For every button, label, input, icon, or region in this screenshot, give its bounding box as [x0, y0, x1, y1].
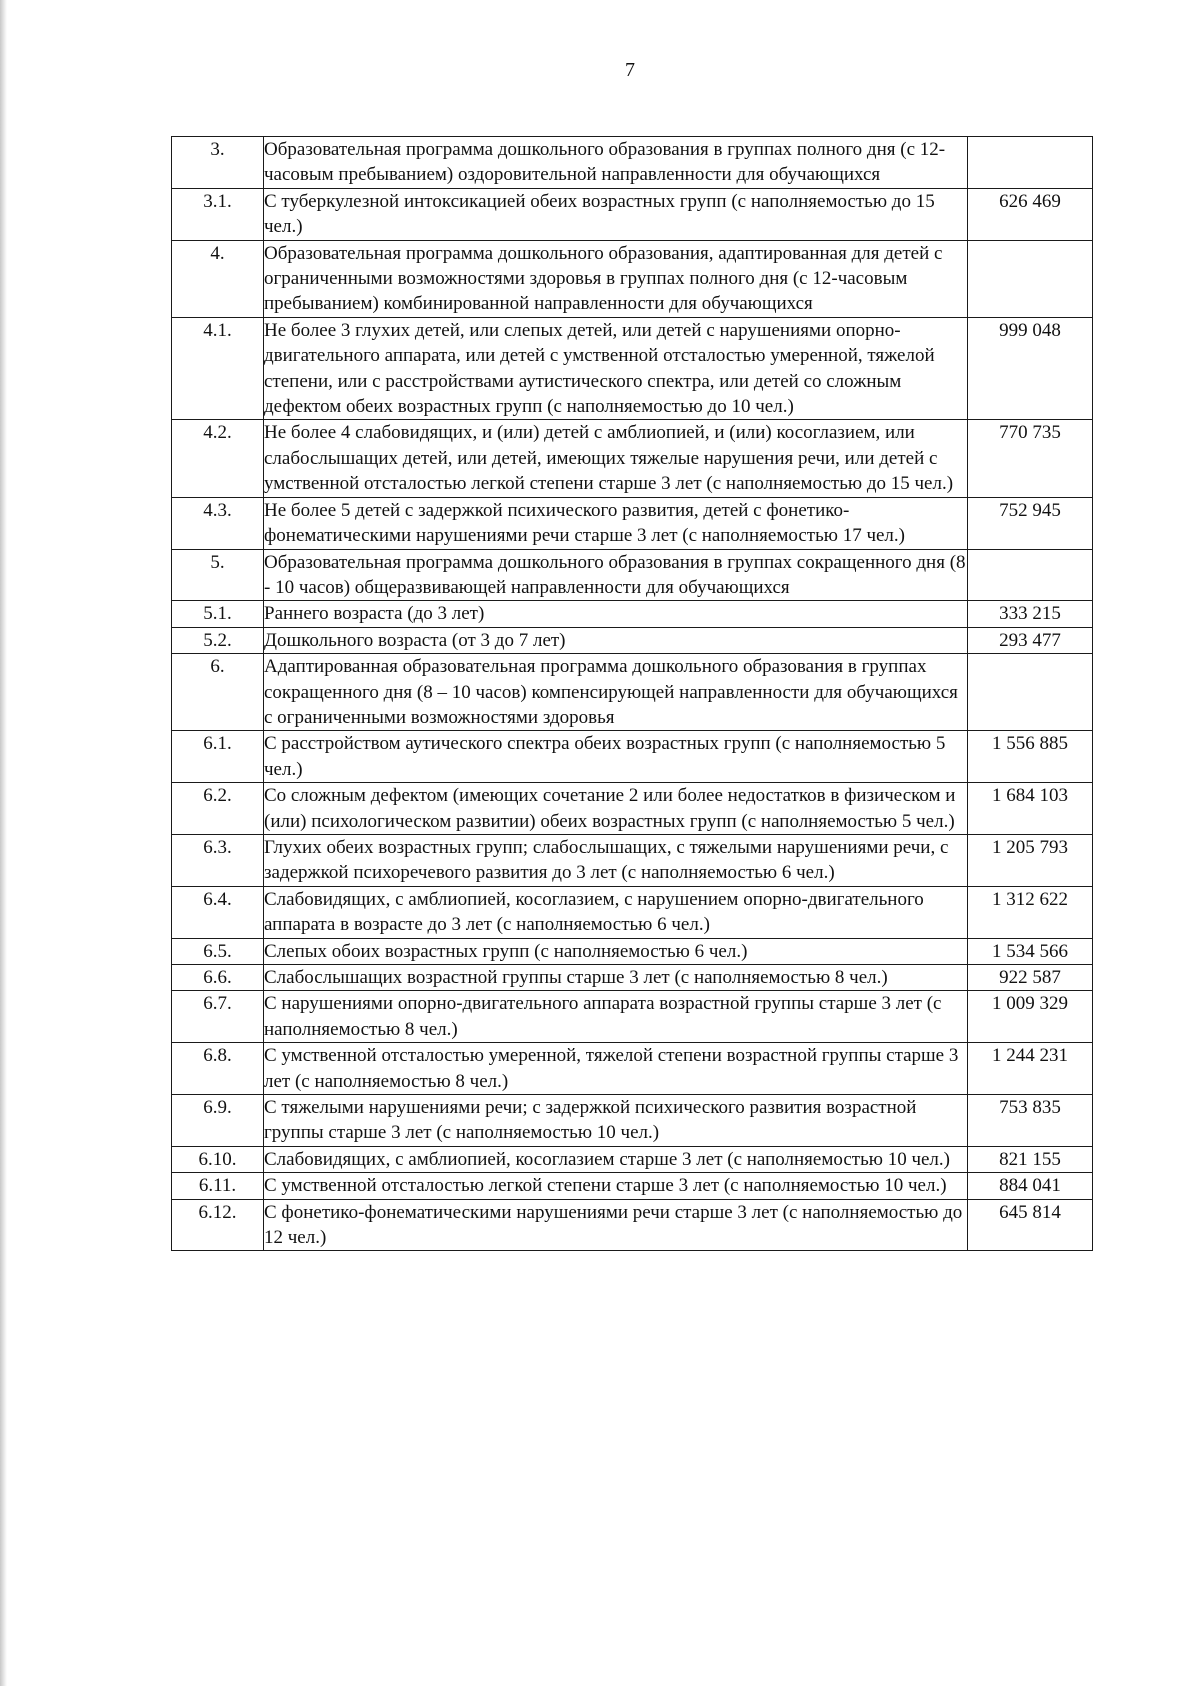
row-number: 6.9.	[172, 1095, 264, 1147]
row-number: 3.1.	[172, 188, 264, 240]
row-value: 753 835	[968, 1095, 1093, 1147]
row-description: Слабовидящих, с амблиопией, косоглазием, с нарушением опорно-двигательного аппарата в возрасте до 3 лет (с наполняемостью 6 чел.)	[264, 886, 968, 938]
row-description: С умственной отсталостью легкой степени старше 3 лет (с наполняемостью 10 чел.)	[264, 1173, 968, 1199]
row-number: 6.10.	[172, 1146, 264, 1172]
table-row	[172, 783, 1093, 835]
table-row	[172, 497, 1093, 549]
cost-table	[171, 136, 1093, 1251]
table-row	[172, 886, 1093, 938]
row-description: С расстройством аутического спектра обеих возрастных групп (с наполняемостью 5 чел.)	[264, 731, 968, 783]
row-value: 1 534 566	[968, 938, 1093, 964]
row-value: 752 945	[968, 497, 1093, 549]
row-description: Не более 4 слабовидящих, и (или) детей с амблиопией, и (или) косоглазием, или слабослышащих детей, или детей, имеющих тяжелые нарушения речи, или детей с умственной отсталостью легкой степени старше 3 лет (с наполняемостью до 15 чел.)	[264, 420, 968, 497]
row-number: 6.5.	[172, 938, 264, 964]
row-description: Образовательная программа дошкольного образования в группах полного дня (с 12-часовым пребыванием) оздоровительной направленности для обучающихся	[264, 137, 968, 189]
row-number: 5.2.	[172, 627, 264, 653]
row-value: 922 587	[968, 965, 1093, 991]
table-row	[172, 834, 1093, 886]
row-number: 5.	[172, 549, 264, 601]
row-value: 1 244 231	[968, 1043, 1093, 1095]
row-value: 884 041	[968, 1173, 1093, 1199]
row-number: 4.3.	[172, 497, 264, 549]
row-value: 293 477	[968, 627, 1093, 653]
table-body	[172, 137, 1093, 1251]
row-value: 999 048	[968, 317, 1093, 420]
table-row	[172, 938, 1093, 964]
row-description: С тяжелыми нарушениями речи; с задержкой психического развития возрастной группы старше 3 лет (с наполняемостью 10 чел.)	[264, 1095, 968, 1147]
table-row	[172, 240, 1093, 317]
row-value: 1 205 793	[968, 834, 1093, 886]
row-description: С умственной отсталостью умеренной, тяжелой степени возрастной группы старше 3 лет (с наполняемостью 8 чел.)	[264, 1043, 968, 1095]
row-number: 6.3.	[172, 834, 264, 886]
row-number: 6.8.	[172, 1043, 264, 1095]
row-description: Слабослышащих возрастной группы старше 3 лет (с наполняемостью 8 чел.)	[264, 965, 968, 991]
page-number: 7	[625, 59, 635, 81]
row-description: Не более 3 глухих детей, или слепых детей, или детей с нарушениями опорно-двигательного аппарата, или детей с умственной отсталостью умеренной, тяжелой степени, или с расстройствами аутистического спектра, или детей со сложным дефектом обеих возрастных групп (с наполняемостью до 10 чел.)	[264, 317, 968, 420]
row-value: 1 009 329	[968, 991, 1093, 1043]
row-description: Адаптированная образовательная программа дошкольного образования в группах сокращенного дня (8 – 10 часов) компенсирующей направленности для обучающихся с ограниченными возможностями здоровья	[264, 654, 968, 731]
row-value	[968, 137, 1093, 189]
row-value: 821 155	[968, 1146, 1093, 1172]
row-description: С туберкулезной интоксикацией обеих возрастных групп (с наполняемостью до 15 чел.)	[264, 188, 968, 240]
table-row	[172, 549, 1093, 601]
table-row	[172, 991, 1093, 1043]
row-value	[968, 549, 1093, 601]
table-row	[172, 1095, 1093, 1147]
table-row	[172, 627, 1093, 653]
row-number: 4.1.	[172, 317, 264, 420]
scan-edge	[0, 0, 7, 1686]
table-row	[172, 654, 1093, 731]
row-number: 3.	[172, 137, 264, 189]
table-row	[172, 188, 1093, 240]
row-number: 6.11.	[172, 1173, 264, 1199]
table-row	[172, 137, 1093, 189]
row-description: Раннего возраста (до 3 лет)	[264, 601, 968, 627]
row-description: Слепых обоих возрастных групп (с наполняемостью 6 чел.)	[264, 938, 968, 964]
row-description: Слабовидящих, с амблиопией, косоглазием старше 3 лет (с наполняемостью 10 чел.)	[264, 1146, 968, 1172]
table-row	[172, 731, 1093, 783]
row-value: 1 312 622	[968, 886, 1093, 938]
row-number: 6.4.	[172, 886, 264, 938]
row-number: 6.6.	[172, 965, 264, 991]
table-row	[172, 420, 1093, 497]
row-number: 6.1.	[172, 731, 264, 783]
table-row	[172, 1173, 1093, 1199]
row-value: 1 556 885	[968, 731, 1093, 783]
row-description: Дошкольного возраста (от 3 до 7 лет)	[264, 627, 968, 653]
table-row	[172, 317, 1093, 420]
row-value	[968, 654, 1093, 731]
table-row	[172, 1146, 1093, 1172]
table-row	[172, 965, 1093, 991]
row-description: Образовательная программа дошкольного образования, адаптированная для детей с ограниченными возможностями здоровья в группах полного дня (с 12-часовым пребыванием) комбинированной направленности для обучающихся	[264, 240, 968, 317]
row-description: Образовательная программа дошкольного образования в группах сокращенного дня (8 - 10 часов) общеразвивающей направленности для обучающихся	[264, 549, 968, 601]
row-number: 6.7.	[172, 991, 264, 1043]
row-number: 4.2.	[172, 420, 264, 497]
table-row	[172, 601, 1093, 627]
row-value: 645 814	[968, 1199, 1093, 1251]
row-value	[968, 240, 1093, 317]
row-number: 6.2.	[172, 783, 264, 835]
row-value: 333 215	[968, 601, 1093, 627]
row-description: Со сложным дефектом (имеющих сочетание 2 или более недостатков в физическом и (или) психологическом развитии) обеих возрастных групп (с наполняемостью 5 чел.)	[264, 783, 968, 835]
row-description: С фонетико-фонематическими нарушениями речи старше 3 лет (с наполняемостью до 12 чел.)	[264, 1199, 968, 1251]
table-row	[172, 1199, 1093, 1251]
row-description: Глухих обеих возрастных групп; слабослышащих, с тяжелыми нарушениями речи, с задержкой психоречевого развития до 3 лет (с наполняемостью 6 чел.)	[264, 834, 968, 886]
row-number: 6.	[172, 654, 264, 731]
row-number: 4.	[172, 240, 264, 317]
row-number: 5.1.	[172, 601, 264, 627]
row-value: 770 735	[968, 420, 1093, 497]
row-number: 6.12.	[172, 1199, 264, 1251]
row-description: С нарушениями опорно-двигательного аппарата возрастной группы старше 3 лет (с наполняемостью 8 чел.)	[264, 991, 968, 1043]
row-description: Не более 5 детей с задержкой психического развития, детей с фонетико-фонематическими нарушениями речи старше 3 лет (с наполняемостью 17 чел.)	[264, 497, 968, 549]
row-value: 1 684 103	[968, 783, 1093, 835]
row-value: 626 469	[968, 188, 1093, 240]
table-row	[172, 1043, 1093, 1095]
